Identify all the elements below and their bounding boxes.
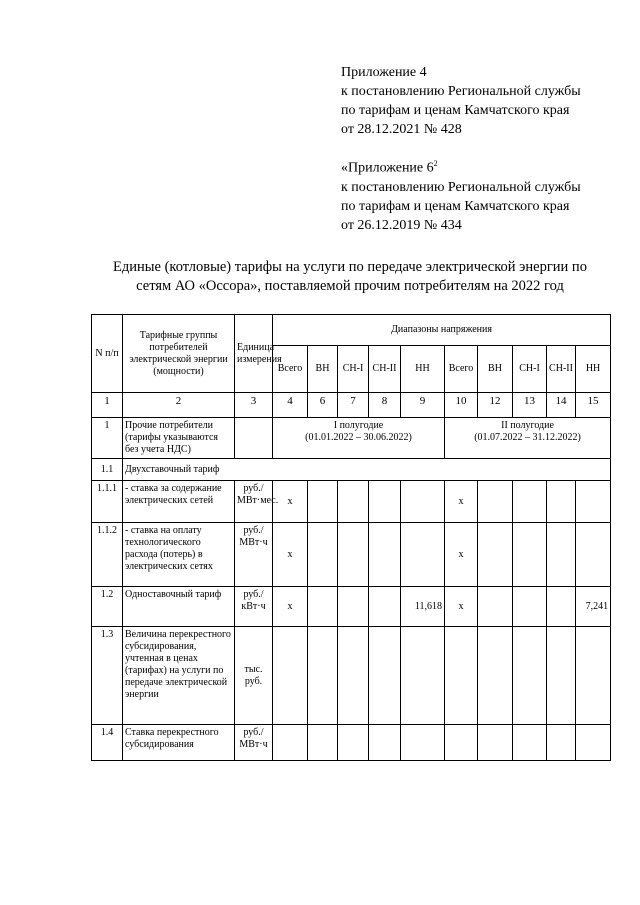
column-number: 2 [123,393,235,418]
empty-cell [235,418,273,459]
unit-cell: руб./МВт·ч [235,523,273,587]
empty-cell [547,481,576,523]
unit-cell: руб./МВт·мес. [235,481,273,523]
row-name: Одноставочный тариф [123,587,235,627]
value-cell: x [445,587,478,627]
row-number: 1.3 [92,627,123,725]
empty-cell [338,725,369,761]
empty-cell [513,587,547,627]
appendix-superscript: 2 [433,159,438,168]
empty-cell [547,725,576,761]
column-number: 7 [338,393,369,418]
empty-cell [478,725,513,761]
appendix-header [341,154,581,235]
header-line: Приложение 4 [341,65,427,80]
row-number: 1.1.1 [92,481,123,523]
sub-header: Всего [273,346,308,393]
sub-header: ВН [478,346,513,393]
period-label: II полугодие [501,420,554,431]
table-row [92,627,611,725]
column-number: 4 [273,393,308,418]
table-row [92,725,611,761]
sub-header: ВН [308,346,338,393]
row-name: Ставка перекрестного субсидирования [123,725,235,761]
empty-cell [308,523,338,587]
empty-cell [401,523,445,587]
value-cell: x [273,587,308,627]
row-name: - ставка на оплату технологического расхода (потерь) в электрических сетях [123,523,235,587]
row-number: 1 [92,418,123,459]
column-number: 12 [478,393,513,418]
header-line [341,154,581,178]
column-number: 15 [576,393,611,418]
table-row [92,523,611,587]
period-label: I полугодие [333,420,384,431]
empty-cell [547,627,576,725]
unit-cell: руб./МВт·ч [235,725,273,761]
empty-cell [338,523,369,587]
empty-cell [547,587,576,627]
empty-cell [401,627,445,725]
empty-cell [513,627,547,725]
empty-cell [478,523,513,587]
col-header-groups: Тарифные группы потребителей электрической энергии (мощности) [123,315,235,393]
table-row [92,587,611,627]
empty-cell [513,725,547,761]
header-line: от 26.12.2019 № 434 [341,217,462,233]
empty-cell [369,523,401,587]
empty-cell [445,725,478,761]
row-name: Двухставочный тариф [123,459,611,481]
appendix-label: «Приложение 6 [341,160,434,176]
empty-cell [308,587,338,627]
empty-cell [369,725,401,761]
empty-cell [547,523,576,587]
sub-header: СН-II [369,346,401,393]
column-number: 1 [92,393,123,418]
unit-cell: руб./кВт·ч [235,587,273,627]
value-cell: x [273,481,308,523]
column-number: 3 [235,393,273,418]
row-number: 1.1.2 [92,523,123,587]
sub-header: СН-I [338,346,369,393]
empty-cell [273,725,308,761]
row-name: Прочие потребители (тарифы указываются без учета НДС) [123,418,235,459]
empty-cell [369,481,401,523]
empty-cell [338,587,369,627]
title-line: сетям АО «Оссора», поставляемой прочим потребителям на 2022 год [136,278,564,294]
empty-cell [478,481,513,523]
header-line: по тарифам и ценам Камчатского края [341,103,570,118]
empty-cell [308,725,338,761]
column-number: 13 [513,393,547,418]
sub-header: СН-II [547,346,576,393]
period-cell [445,418,611,459]
empty-cell [273,627,308,725]
empty-cell [401,725,445,761]
sub-header: СН-I [513,346,547,393]
row-number: 1.4 [92,725,123,761]
row-name: Величина перекрестного субсидирования, учтенная в ценах (тарифах) на услуги по передаче электрической энергии [123,627,235,725]
value-cell: x [445,481,478,523]
header-line: от 28.12.2021 № 428 [341,122,462,137]
row-number: 1.1 [92,459,123,481]
table-row [92,418,611,459]
table-row [92,481,611,523]
header-line: по тарифам и ценам Камчатского края [341,198,570,214]
period-dates: (01.07.2022 – 31.12.2022) [474,432,581,443]
empty-cell [576,627,611,725]
header-line: к постановлению Региональной службы [341,179,581,195]
document-title [70,258,630,296]
empty-cell [369,587,401,627]
col-header-ranges: Диапазоны напряжения [273,315,611,346]
empty-cell [576,725,611,761]
column-number: 9 [401,393,445,418]
column-number: 10 [445,393,478,418]
empty-cell [338,627,369,725]
sub-header: Всего [445,346,478,393]
sub-header: НН [401,346,445,393]
empty-cell [576,523,611,587]
row-name: - ставка за содержание электрических сетей [123,481,235,523]
table-row [92,459,611,481]
empty-cell [401,481,445,523]
empty-cell [478,627,513,725]
tariff-table [91,314,611,761]
column-number: 6 [308,393,338,418]
empty-cell [576,481,611,523]
col-header-unit: Единица измерения [235,315,273,393]
header-line: к постановлению Региональной службы [341,84,581,99]
empty-cell [308,481,338,523]
value-cell: 11,618 [401,587,445,627]
title-line: Единые (котловые) тарифы на услуги по передаче электрической энергии по [113,259,587,275]
resolution-header [341,63,581,139]
unit-cell: тыс. руб. [235,627,273,725]
row-number: 1.2 [92,587,123,627]
column-number: 14 [547,393,576,418]
value-cell: x [445,523,478,587]
empty-cell [478,587,513,627]
period-dates: (01.01.2022 – 30.06.2022) [305,432,412,443]
col-header-n: N п/п [92,315,123,393]
value-cell: 7,241 [576,587,611,627]
empty-cell [513,481,547,523]
period-cell [273,418,445,459]
empty-cell [369,627,401,725]
empty-cell [445,627,478,725]
value-cell: x [273,523,308,587]
empty-cell [513,523,547,587]
empty-cell [338,481,369,523]
sub-header: НН [576,346,611,393]
empty-cell [308,627,338,725]
column-number-row [92,393,611,418]
column-number: 8 [369,393,401,418]
